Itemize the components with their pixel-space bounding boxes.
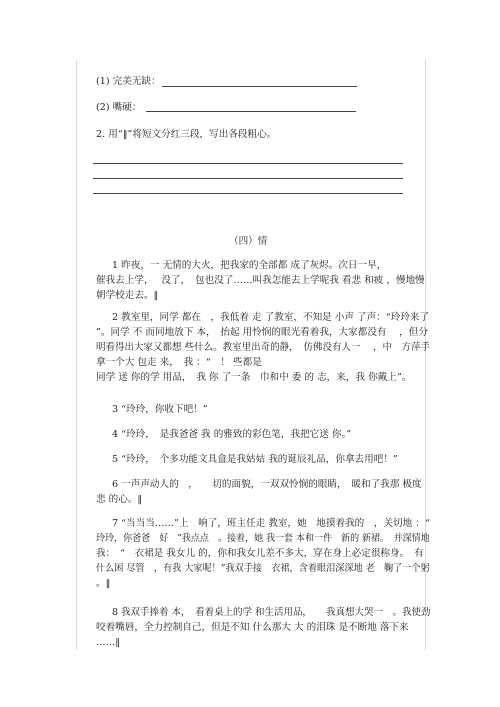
paragraph-6-line-2: 悲 的心。‖ bbox=[96, 494, 143, 505]
paragraph-5-line-1: 5 “玲玲， 个多功能文具盒是我姑姑 我的诞辰礼品，你拿去用吧！” bbox=[112, 454, 398, 465]
paragraph-8-line-2: 咬着嘴唇，全力控制自己，但是不知 什么那大 大 的泪珠 是不断地 落下来 bbox=[96, 622, 409, 633]
paragraph-8-line-3: ……‖ bbox=[96, 637, 120, 648]
paragraph-2-line-1: 2 教室里，同学 都在 ，我低着 走 了教室，不知是 小声 了声：“玲玲来了 bbox=[112, 312, 430, 323]
paragraph-3-line-1: 3 “玲玲，你收下吧！” bbox=[112, 404, 208, 415]
paragraph-8-line-1: 8 我双手捧着 本， 看着桌上的学 和生活用品， 我真想大哭一 。我使劲 bbox=[112, 607, 431, 618]
question-1b-answer-line[interactable] bbox=[146, 111, 356, 112]
paragraph-2-line-4: 拿一个大 包走 来， 我 ：“ ！ 些都是 bbox=[96, 357, 262, 368]
answer-line-3[interactable] bbox=[93, 193, 403, 194]
paragraph-1-line-2-end: 慢 bbox=[415, 275, 425, 286]
answer-line-1[interactable] bbox=[93, 163, 403, 164]
question-1a-answer-line[interactable] bbox=[162, 86, 357, 87]
paragraph-1-line-1: 1 昨夜，一 无情的大火，把我家的全部都 成了灰烬。次日一早， bbox=[112, 260, 387, 271]
paragraph-1-line-3: 朝学校走去。‖ bbox=[96, 290, 159, 301]
paragraph-7-line-3: 我： “ 衣裙是 我女儿 的，你和我女儿差不多大，穿在身上必定很称身。 有 bbox=[96, 548, 424, 559]
page-left-border bbox=[76, 60, 77, 650]
paragraph-2-line-5: 同学 送 你的学 用品， 我 你 了一条 巾和中 委 的 志，来，我 你戴上”。 bbox=[96, 372, 412, 383]
paragraph-2-line-2: ”。同学 不 而同地放下 本， 抬起 用怜悯的眼光看着我，大家都没有 ，但分 bbox=[96, 327, 428, 338]
question-1a-label: (1) 完美无缺： bbox=[96, 76, 161, 87]
paragraph-7-line-5: 。‖ bbox=[96, 578, 111, 589]
paragraph-1-line-2: 催我去上学， 没了， 包也没了……叫我怎能去上学呢我 看悲 和疲 ，慢地 bbox=[96, 275, 416, 286]
paragraph-6-line-1: 6 一声声动人的 ， 切的面貌，一双双怜悯的眼睛， 暖和了我那 极度 bbox=[112, 479, 422, 490]
paragraph-7-line-2: 玲玲，你爸爸 好 ”我点点 。接着，她 我一套 本和一件 新的 新裙。 并深情地 bbox=[96, 533, 430, 544]
question-1b-label: (2) 嘴硬： bbox=[96, 102, 142, 113]
paragraph-7-line-1: 7 “当当当……”上 响了，班主任走 教室，她 地摸着我的 ，关切地 ：“ bbox=[112, 518, 430, 529]
section-title: （四）情 bbox=[229, 236, 268, 247]
paragraph-2-line-3: 明看得出大家又都想 些什么。教室里出奇的静， 仿佛没有人一 ，中 方萍手 bbox=[96, 342, 431, 353]
paragraph-4-line-1: 4 “玲玲， 是我爸爸 我 的雅致的彩色笔，我把它送 你。” bbox=[112, 429, 352, 440]
paragraph-7-line-4: 什么困 尽管 ，有我 大家呢！”我双手接 衣裙，含着眼泪深深地 老 鞠了一个躬 bbox=[96, 563, 430, 574]
answer-line-2[interactable] bbox=[93, 178, 403, 179]
question-2-text: 2. 用“‖”将短文分红三段，写出各段粗心。 bbox=[96, 129, 277, 140]
